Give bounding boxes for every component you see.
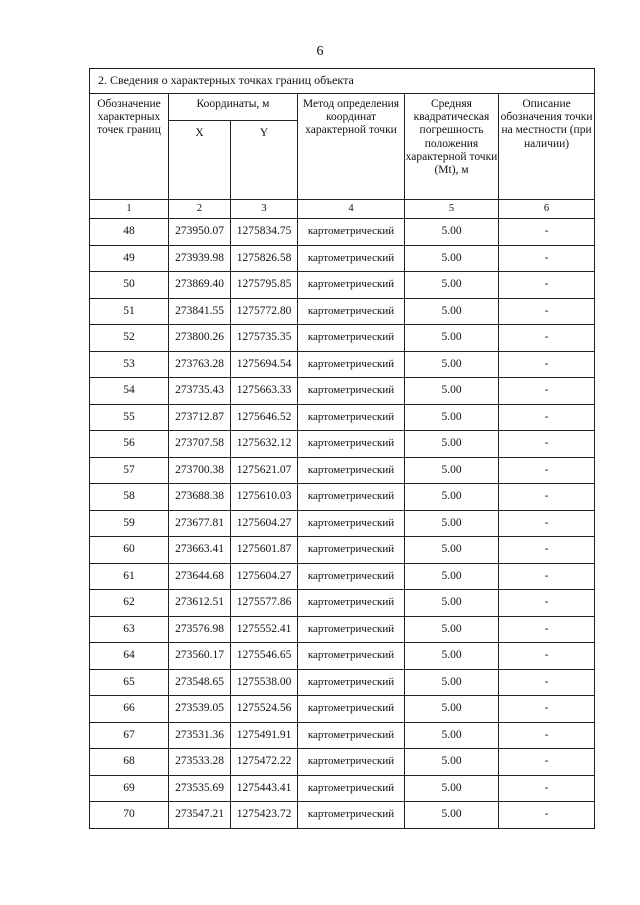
header-description: Описание обозначения точки на местности (при наличии) (499, 94, 595, 200)
point-number-cell: 69 (90, 775, 169, 802)
y-coordinate-cell: 1275538.00 (231, 669, 298, 696)
description-cell: - (499, 431, 595, 458)
error-cell: 5.00 (405, 749, 499, 776)
point-number-cell: 50 (90, 272, 169, 299)
method-cell: картометрический (298, 590, 405, 617)
method-cell: картометрический (298, 378, 405, 405)
table-row (90, 643, 595, 670)
table-row (90, 537, 595, 564)
description-cell: - (499, 457, 595, 484)
method-cell: картометрический (298, 669, 405, 696)
x-coordinate-cell: 273644.68 (169, 563, 231, 590)
table-row (90, 245, 595, 272)
description-cell: - (499, 722, 595, 749)
y-coordinate-cell: 1275646.52 (231, 404, 298, 431)
point-number-cell: 56 (90, 431, 169, 458)
error-cell: 5.00 (405, 775, 499, 802)
description-cell: - (499, 802, 595, 829)
header-method: Метод определения координат характерной точки (298, 94, 405, 200)
error-cell: 5.00 (405, 722, 499, 749)
point-number-cell: 57 (90, 457, 169, 484)
x-coordinate-cell: 273712.87 (169, 404, 231, 431)
error-cell: 5.00 (405, 325, 499, 352)
x-coordinate-cell: 273677.81 (169, 510, 231, 537)
description-cell: - (499, 298, 595, 325)
y-coordinate-cell: 1275443.41 (231, 775, 298, 802)
description-cell: - (499, 563, 595, 590)
x-coordinate-cell: 273531.36 (169, 722, 231, 749)
y-coordinate-cell: 1275472.22 (231, 749, 298, 776)
error-cell: 5.00 (405, 404, 499, 431)
header-coordinates: Координаты, м (169, 94, 298, 121)
y-coordinate-cell: 1275795.85 (231, 272, 298, 299)
header-y: Y (231, 121, 298, 200)
point-number-cell: 68 (90, 749, 169, 776)
description-cell: - (499, 272, 595, 299)
point-number-cell: 64 (90, 643, 169, 670)
point-number-cell: 55 (90, 404, 169, 431)
table-row (90, 404, 595, 431)
column-number: 1 (90, 200, 169, 219)
y-coordinate-cell: 1275491.91 (231, 722, 298, 749)
column-number: 3 (231, 200, 298, 219)
y-coordinate-cell: 1275632.12 (231, 431, 298, 458)
error-cell: 5.00 (405, 245, 499, 272)
method-cell: картометрический (298, 696, 405, 723)
page-number: 6 (316, 44, 324, 59)
y-coordinate-cell: 1275735.35 (231, 325, 298, 352)
description-cell: - (499, 616, 595, 643)
error-cell: 5.00 (405, 272, 499, 299)
method-cell: картометрический (298, 351, 405, 378)
table-row (90, 351, 595, 378)
method-cell: картометрический (298, 431, 405, 458)
x-coordinate-cell: 273612.51 (169, 590, 231, 617)
y-coordinate-cell: 1275826.58 (231, 245, 298, 272)
y-coordinate-cell: 1275621.07 (231, 457, 298, 484)
table-row (90, 563, 595, 590)
boundary-points-table (89, 68, 595, 829)
y-coordinate-cell: 1275834.75 (231, 219, 298, 246)
method-cell: картометрический (298, 749, 405, 776)
error-cell: 5.00 (405, 696, 499, 723)
table-row (90, 325, 595, 352)
method-cell: картометрический (298, 245, 405, 272)
method-cell: картометрический (298, 775, 405, 802)
point-number-cell: 59 (90, 510, 169, 537)
column-number: 2 (169, 200, 231, 219)
error-cell: 5.00 (405, 669, 499, 696)
error-cell: 5.00 (405, 590, 499, 617)
point-number-cell: 70 (90, 802, 169, 829)
y-coordinate-cell: 1275663.33 (231, 378, 298, 405)
method-cell: картометрический (298, 722, 405, 749)
method-cell: картометрический (298, 484, 405, 511)
error-cell: 5.00 (405, 378, 499, 405)
y-coordinate-cell: 1275552.41 (231, 616, 298, 643)
x-coordinate-cell: 273707.58 (169, 431, 231, 458)
method-cell: картометрический (298, 616, 405, 643)
description-cell: - (499, 537, 595, 564)
table-row (90, 272, 595, 299)
y-coordinate-cell: 1275577.86 (231, 590, 298, 617)
point-number-cell: 52 (90, 325, 169, 352)
point-number-cell: 60 (90, 537, 169, 564)
table-row (90, 431, 595, 458)
table-row (90, 590, 595, 617)
method-cell: картометрический (298, 643, 405, 670)
table-row (90, 378, 595, 405)
x-coordinate-cell: 273663.41 (169, 537, 231, 564)
y-coordinate-cell: 1275423.72 (231, 802, 298, 829)
section-title: 2. Сведения о характерных точках границ объекта (90, 69, 595, 94)
x-coordinate-cell: 273700.38 (169, 457, 231, 484)
point-number-cell: 51 (90, 298, 169, 325)
method-cell: картометрический (298, 404, 405, 431)
description-cell: - (499, 643, 595, 670)
x-coordinate-cell: 273560.17 (169, 643, 231, 670)
method-cell: картометрический (298, 272, 405, 299)
table-row (90, 484, 595, 511)
error-cell: 5.00 (405, 219, 499, 246)
point-number-cell: 62 (90, 590, 169, 617)
header-row (90, 94, 595, 121)
x-coordinate-cell: 273841.55 (169, 298, 231, 325)
x-coordinate-cell: 273535.69 (169, 775, 231, 802)
table-row (90, 298, 595, 325)
column-number: 6 (499, 200, 595, 219)
table-row (90, 219, 595, 246)
error-cell: 5.00 (405, 484, 499, 511)
point-number-cell: 65 (90, 669, 169, 696)
x-coordinate-cell: 273763.28 (169, 351, 231, 378)
y-coordinate-cell: 1275524.56 (231, 696, 298, 723)
y-coordinate-cell: 1275601.87 (231, 537, 298, 564)
description-cell: - (499, 775, 595, 802)
y-coordinate-cell: 1275772.80 (231, 298, 298, 325)
error-cell: 5.00 (405, 457, 499, 484)
x-coordinate-cell: 273548.65 (169, 669, 231, 696)
x-coordinate-cell: 273869.40 (169, 272, 231, 299)
description-cell: - (499, 378, 595, 405)
table-row (90, 802, 595, 829)
x-coordinate-cell: 273735.43 (169, 378, 231, 405)
description-cell: - (499, 404, 595, 431)
x-coordinate-cell: 273547.21 (169, 802, 231, 829)
table-row (90, 775, 595, 802)
description-cell: - (499, 219, 595, 246)
x-coordinate-cell: 273539.05 (169, 696, 231, 723)
table-row (90, 722, 595, 749)
column-number: 5 (405, 200, 499, 219)
description-cell: - (499, 590, 595, 617)
y-coordinate-cell: 1275694.54 (231, 351, 298, 378)
method-cell: картометрический (298, 298, 405, 325)
table-row (90, 749, 595, 776)
error-cell: 5.00 (405, 510, 499, 537)
table-row (90, 457, 595, 484)
method-cell: картометрический (298, 510, 405, 537)
point-number-cell: 49 (90, 245, 169, 272)
y-coordinate-cell: 1275546.65 (231, 643, 298, 670)
table-row (90, 696, 595, 723)
error-cell: 5.00 (405, 616, 499, 643)
table-row (90, 510, 595, 537)
error-cell: 5.00 (405, 643, 499, 670)
x-coordinate-cell: 273939.98 (169, 245, 231, 272)
method-cell: картометрический (298, 219, 405, 246)
x-coordinate-cell: 273533.28 (169, 749, 231, 776)
column-number-row (90, 200, 595, 219)
y-coordinate-cell: 1275604.27 (231, 510, 298, 537)
header-x: X (169, 121, 231, 200)
error-cell: 5.00 (405, 802, 499, 829)
table-row (90, 669, 595, 696)
x-coordinate-cell: 273576.98 (169, 616, 231, 643)
header-error: Средняя квадратическая погрешность положения характерной точки (Mt), м (405, 94, 499, 200)
point-number-cell: 48 (90, 219, 169, 246)
method-cell: картометрический (298, 325, 405, 352)
description-cell: - (499, 749, 595, 776)
point-number-cell: 63 (90, 616, 169, 643)
section-title-row (90, 69, 595, 94)
x-coordinate-cell: 273950.07 (169, 219, 231, 246)
point-number-cell: 66 (90, 696, 169, 723)
method-cell: картометрический (298, 563, 405, 590)
y-coordinate-cell: 1275610.03 (231, 484, 298, 511)
x-coordinate-cell: 273688.38 (169, 484, 231, 511)
description-cell: - (499, 325, 595, 352)
error-cell: 5.00 (405, 563, 499, 590)
description-cell: - (499, 351, 595, 378)
description-cell: - (499, 510, 595, 537)
header-designation: Обозначение характерных точек границ (90, 94, 169, 200)
point-number-cell: 53 (90, 351, 169, 378)
method-cell: картометрический (298, 802, 405, 829)
error-cell: 5.00 (405, 351, 499, 378)
column-number: 4 (298, 200, 405, 219)
description-cell: - (499, 484, 595, 511)
point-number-cell: 67 (90, 722, 169, 749)
table-row (90, 616, 595, 643)
description-cell: - (499, 696, 595, 723)
point-number-cell: 58 (90, 484, 169, 511)
method-cell: картометрический (298, 537, 405, 564)
description-cell: - (499, 245, 595, 272)
x-coordinate-cell: 273800.26 (169, 325, 231, 352)
y-coordinate-cell: 1275604.27 (231, 563, 298, 590)
point-number-cell: 61 (90, 563, 169, 590)
method-cell: картометрический (298, 457, 405, 484)
error-cell: 5.00 (405, 298, 499, 325)
point-number-cell: 54 (90, 378, 169, 405)
description-cell: - (499, 669, 595, 696)
error-cell: 5.00 (405, 537, 499, 564)
error-cell: 5.00 (405, 431, 499, 458)
